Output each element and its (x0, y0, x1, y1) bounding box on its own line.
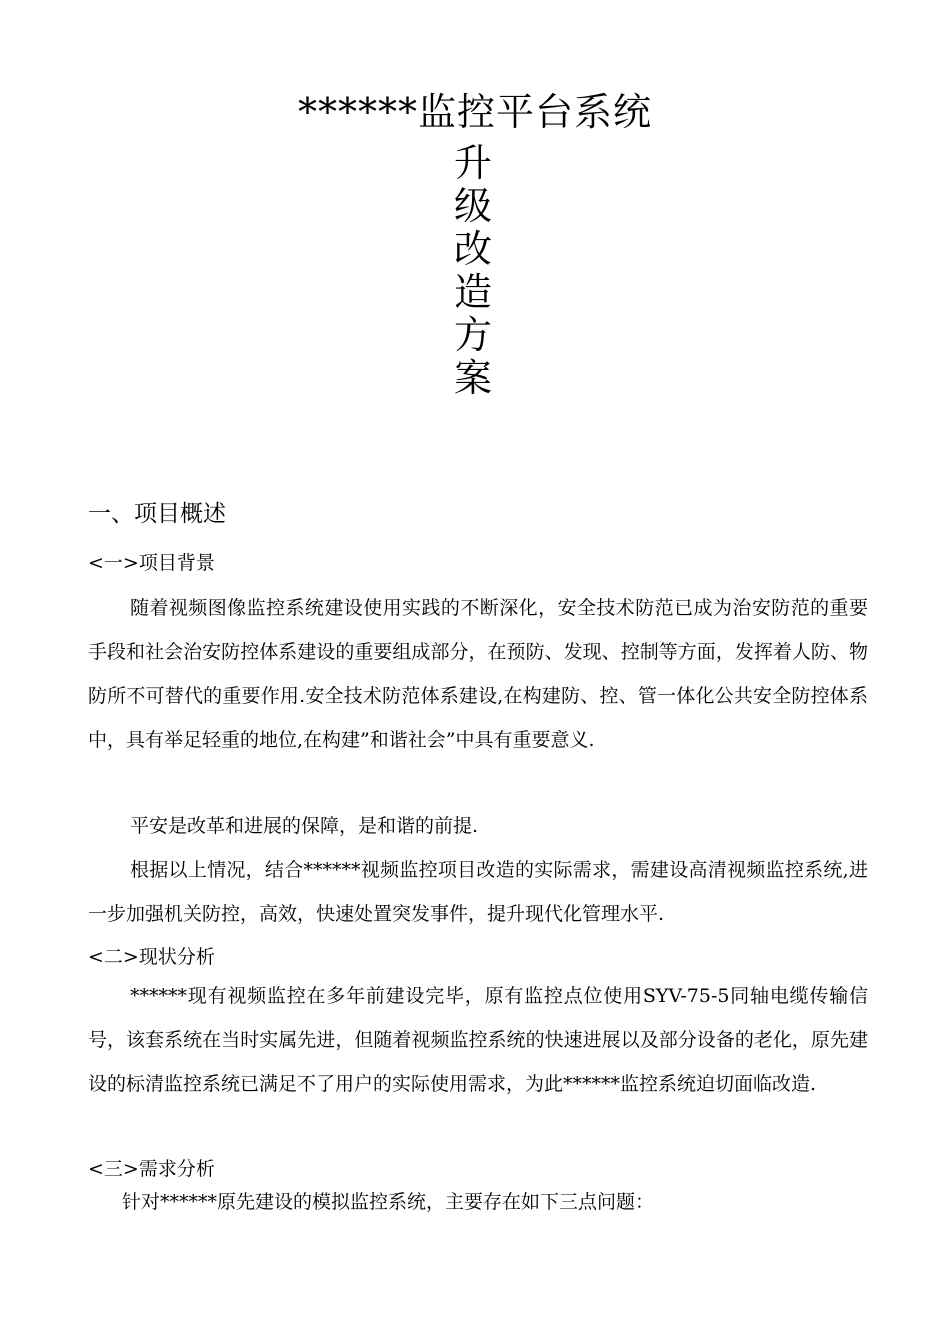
paragraph-status-1: ******现有视频监控在多年前建设完毕，原有监控点位使用SYV-75-5同轴电缆传输信号，该套系统在当时实属先进，但随着视频监控系统的快速进展以及部分设备的老化，原先建设的标清监控系统已满足不了用户的实际使用需求，为此******监控系统迫切面临改造. (88, 985, 868, 1095)
paragraph-background-2: 平安是改革和进展的保障，是和谐的前提. (130, 815, 479, 837)
section-heading-overview: 一、项目概述 (88, 501, 226, 527)
subsection-heading-status: <二>现状分析 (88, 946, 215, 968)
paragraph-background-1: 随着视频图像监控系统建设使用实践的不断深化，安全技术防范已成为治安防范的重要手段和社会治安防控体系建设的重要组成部分，在预防、发现、控制等方面，发挥着人防、物防所不可替代的重要作用.安全技术防范体系建设,在构建防、控、管一体化公共安全防控体系中，具有举足轻重的地位,在构建”和谐社会”中具有重要意义. (88, 597, 868, 751)
vertical-subtitle-char: 案 (453, 356, 492, 400)
vertical-subtitle-char: 级 (453, 184, 492, 228)
document-title: ******监控平台系统 (297, 90, 652, 134)
vertical-subtitle-char: 方 (453, 313, 492, 357)
vertical-subtitle-char: 升 (453, 141, 492, 185)
subsection-heading-requirements: <三>需求分析 (88, 1158, 215, 1180)
vertical-subtitle (448, 142, 498, 400)
paragraph-background-3: 根据以上情况，结合******视频监控项目改造的实际需求，需建设高清视频监控系统,进一步加强机关防控，高效，快速处置突发事件，提升现代化管理水平. (88, 859, 868, 925)
vertical-subtitle-char: 改 (453, 227, 492, 271)
vertical-subtitle-char: 造 (453, 270, 492, 314)
subsection-heading-background: <一>项目背景 (88, 552, 215, 574)
paragraph-requirements-1: 针对******原先建设的模拟监控系统，主要存在如下三点问题： (122, 1191, 655, 1213)
